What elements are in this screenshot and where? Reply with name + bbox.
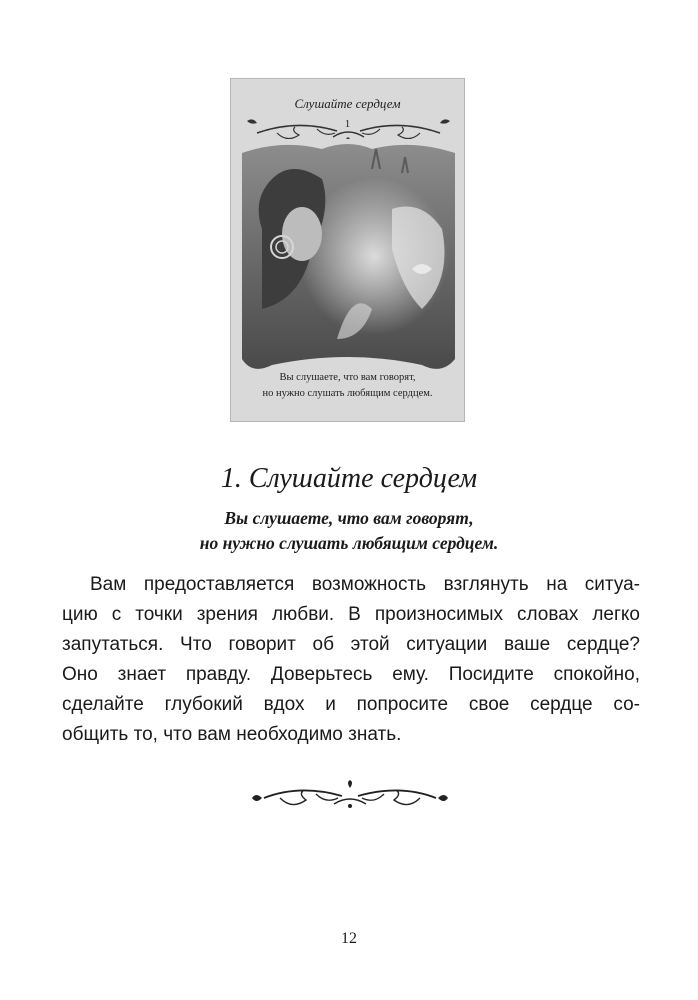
body-line: Оно знает правду. Доверьтесь ему. Посидите спокойно, <box>62 664 640 685</box>
subtitle-line: Вы слушаете, что вам говорят, <box>224 508 474 528</box>
body-line: сделайте глубокий вдох и попросите свое сердце со- <box>62 694 640 715</box>
body-paragraph <box>62 570 640 750</box>
oracle-card <box>230 78 465 422</box>
card-number: 1 <box>344 118 351 130</box>
section-heading: 1. Слушайте сердцем <box>220 463 478 494</box>
page-number: 12 <box>341 930 357 947</box>
body-line: общить то, что вам необходимо знать. <box>62 724 402 745</box>
body-line: запутаться. Что говорит об этой ситуации ваше сердце? <box>62 634 640 655</box>
ornament-divider-icon <box>250 780 450 814</box>
subtitle-line: но нужно слушать любящим сердцем. <box>199 533 499 553</box>
body-line: цию с точки зрения любви. В произносимых словах легко <box>62 604 640 625</box>
card-caption-line: Вы слушаете, что вам говорят, <box>279 372 416 383</box>
card-title: Слушайте сердцем <box>294 96 401 111</box>
card-caption <box>231 370 464 402</box>
card-illustration <box>242 139 455 375</box>
card-caption-line: но нужно слушать любящим сердцем. <box>262 388 433 399</box>
section-subtitle <box>0 506 698 556</box>
body-line: Вам предоставляется возможность взглянуть на ситуа- <box>90 574 640 595</box>
